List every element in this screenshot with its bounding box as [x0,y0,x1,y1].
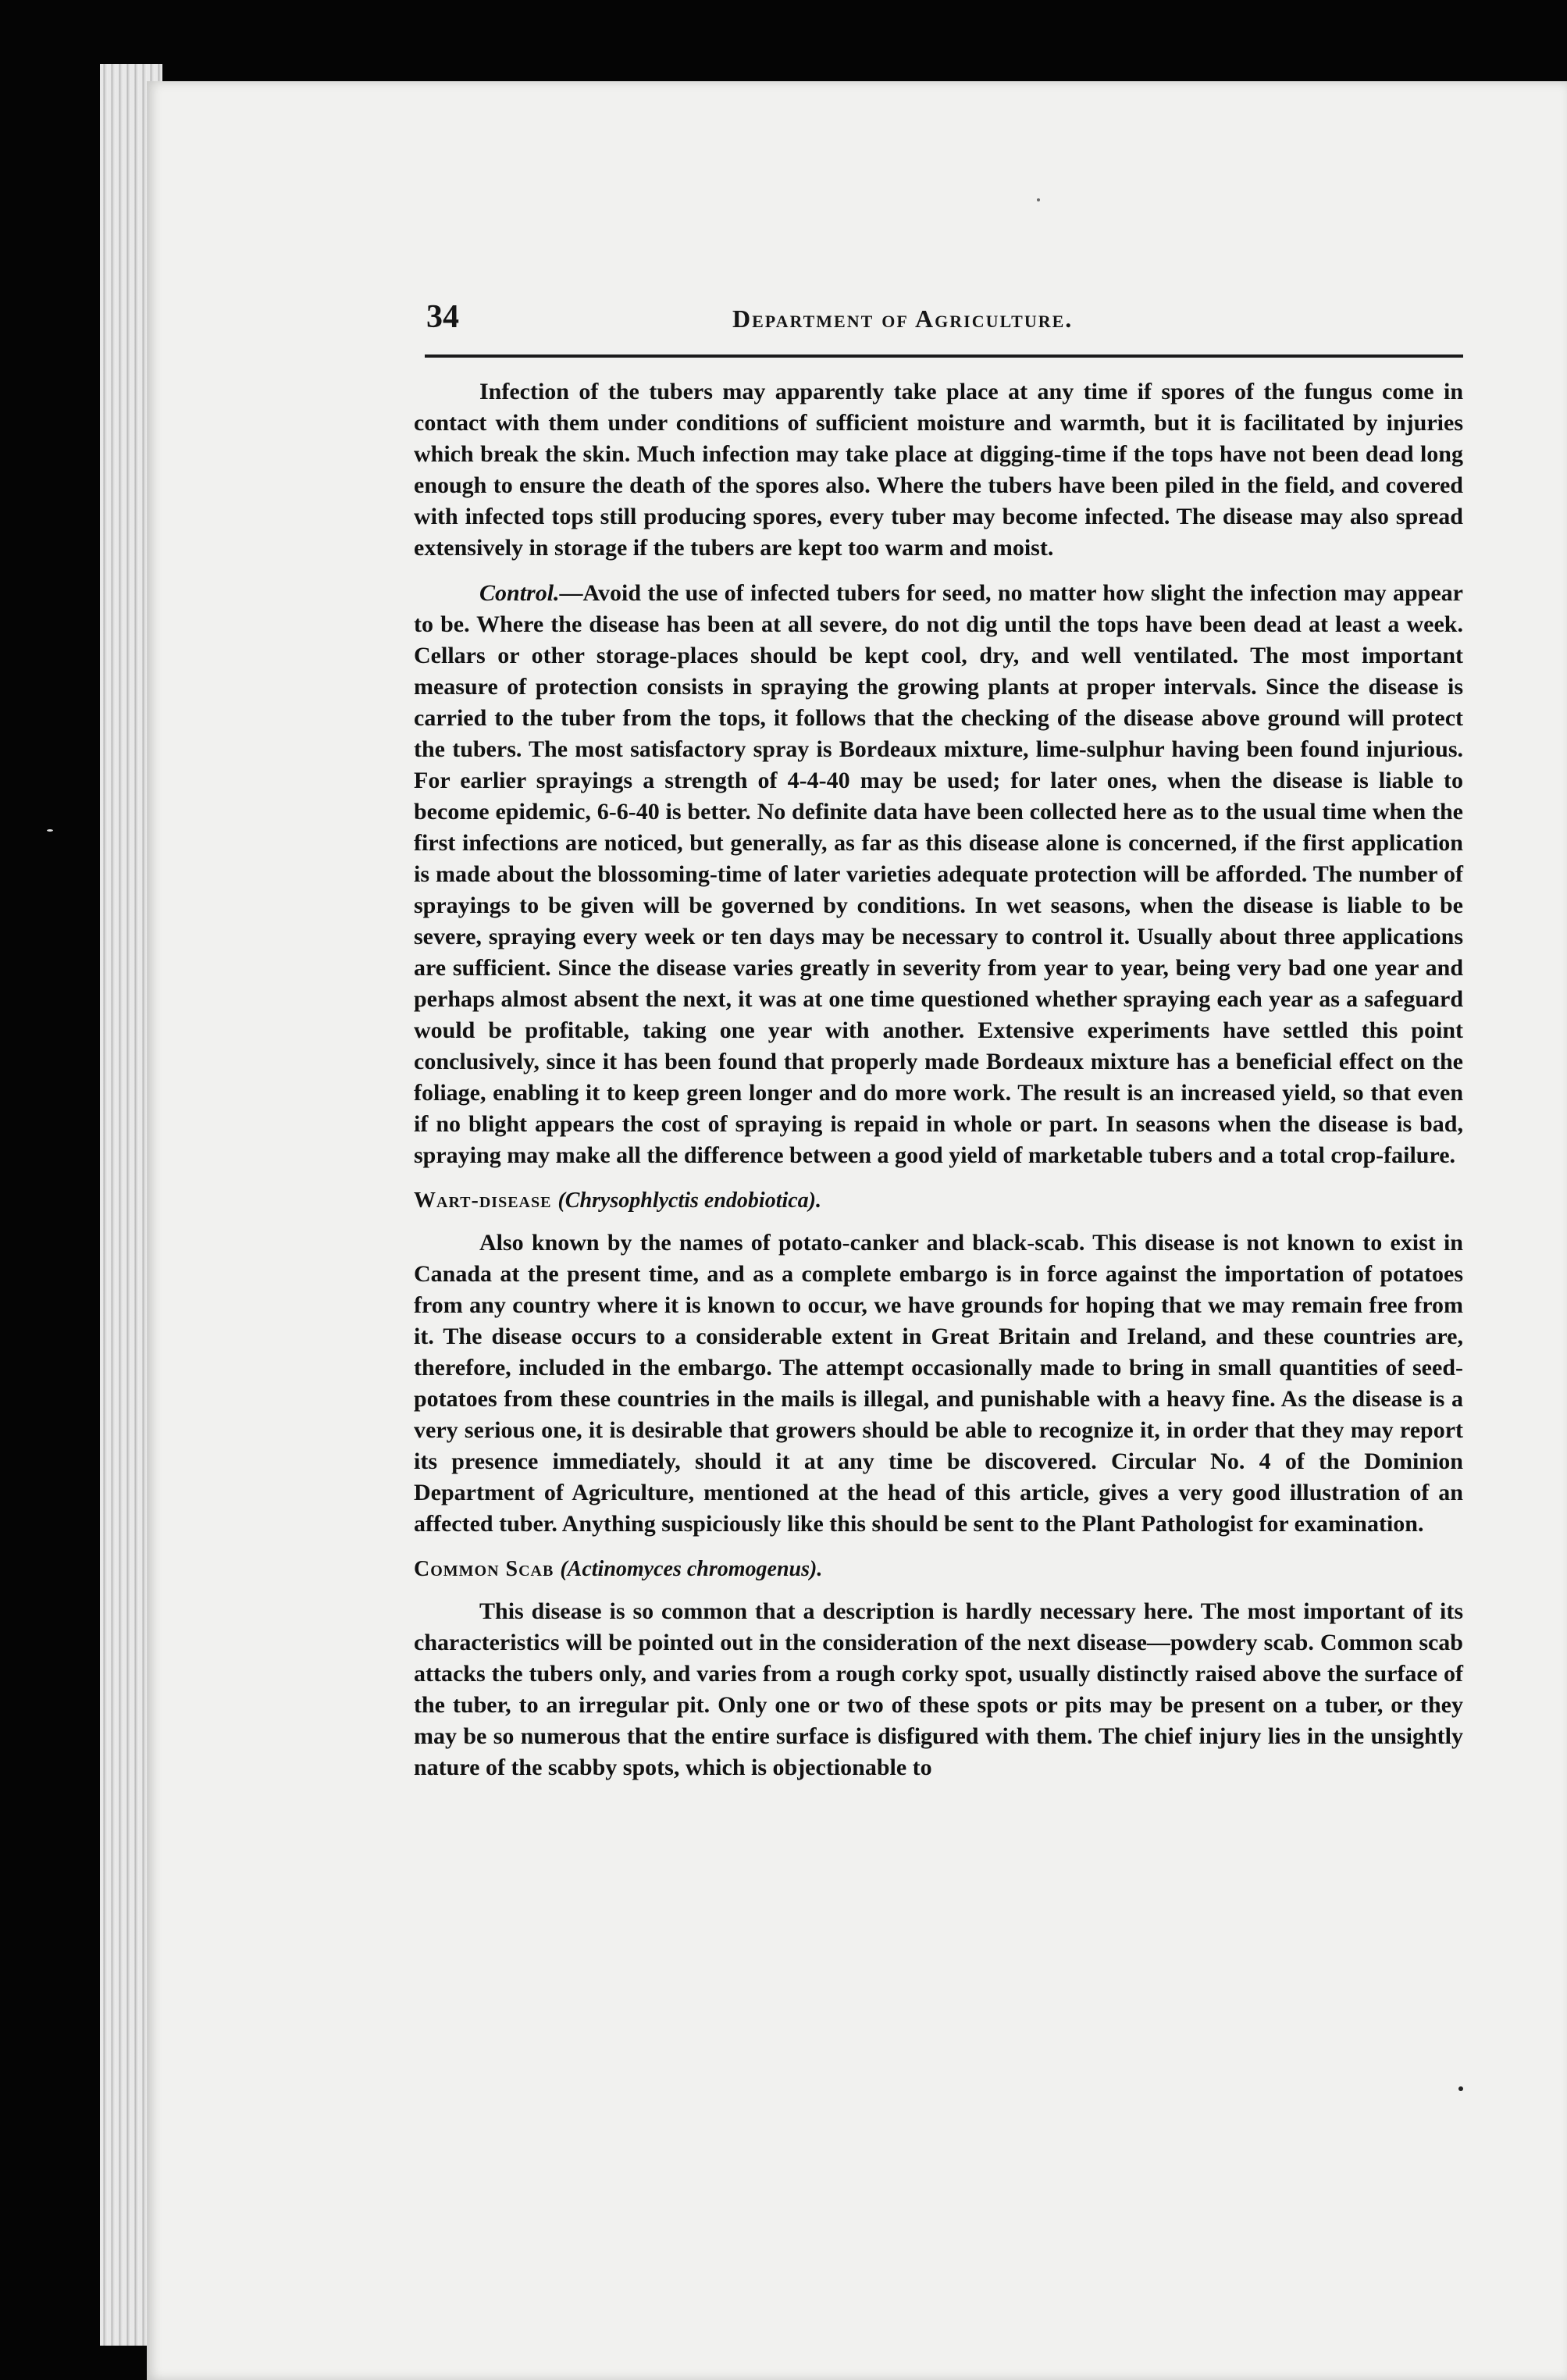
section-heading-wart-disease [414,1185,1463,1217]
section-heading-common-scab [414,1554,1463,1585]
paragraph-common-scab: This disease is so common that a description is hardly necessary here. The most important of its characteristics will be pointed out in the consideration of the next disease—powdery scab. Common scab attacks the tubers only, and varies from a rough corky spot, usually distinctly raised above the surface of the tuber, to an irregular pit. Only one or two of these spots or pits may be present on a tuber, or they may be so numerous that the entire surface is disfigured with them. The chief injury lies in the unsightly nature of the scabby spots, which is objectionable to [414,1598,1463,1780]
paragraph-control [414,578,1463,1171]
common-scab-title: Common Scab [414,1557,554,1581]
scan-speck [47,829,53,832]
page-number: 34 [426,299,459,335]
scan-speck [1037,198,1040,201]
scan-speck [1458,2086,1463,2091]
common-scab-latin-name: (Actinomyces chromogenus). [560,1557,823,1581]
page-content [414,376,1463,1797]
paragraph-wart-disease: Also known by the names of potato-canker and black-scab. This disease is not known to exist in Canada at the present time, and as a complete embargo is in force against the importation of potatoes from any country where it is known to occur, we have grounds for hoping that we may remain free from it. The disease occurs to a considerable extent in Great Britain and Ireland, and these countries are, therefore, included in the embargo. The attempt occasionally made to bring in small quantities of seed-potatoes from these countries in the mails is illegal, and punishable with a heavy fine. As the disease is a very serious one, it is desirable that growers should be able to recognize it, in order that they may report its presence immediately, should it at any time be discovered. Circular No. 4 of the Dominion Department of Agriculture, mentioned at the head of this article, gives a very good illustration of an affected tuber. Anything suspiciously like this should be sent to the Plant Pathologist for examination. [414,1230,1463,1537]
header-rule [425,355,1463,358]
control-label: Control. [479,580,560,606]
wart-disease-latin-name: (Chrysophlyctis endobiotica). [557,1188,821,1213]
page-header [426,298,1462,345]
paragraph-infection: Infection of the tubers may apparently take place at any time if spores of the fungus come in contact with them under conditions of sufficient moisture and warmth, but it is facilitated by injuries which break the skin. Much infection may take place at digging-time if the tops have not been dead long enough to ensure the death of the spores also. Where the tubers have been piled in the field, and covered with infected tops still producing spores, every tuber may become infected. The disease may also spread extensively in storage if the tubers are kept too warm and moist. [414,379,1463,561]
running-head: Department of Agriculture. [732,305,1074,333]
wart-disease-title: Wart-disease [414,1188,552,1213]
control-text: —Avoid the use of infected tubers for seed, no matter how slight the infection may appear to be. Where the disease has been at all severe, do not dig until the tops have been dead at least a week. Cellars or other storage-places should be kept cool, dry, and well ventilated. The most important measure of protection consists in spraying the growing plants at proper intervals. Since the disease is carried to the tuber from the tops, it follows that the checking of the disease above ground will protect the tubers. The most satisfactory spray is Bordeaux mixture, lime-sulphur having been found injurious. For earlier sprayings a strength of 4-4-40 may be used; for later ones, when the disease is liable to become epidemic, 6-6-40 is better. No definite data have been collected here as to the usual time when the first infections are noticed, but generally, as far as this disease alone is concerned, if the first application is made about the blossoming-time of later varieties adequate protection will be afforded. The number of sprayings to be given will be governed by conditions. In wet seasons, when the disease is liable to be severe, spraying every week or ten days may be necessary to control it. Usually about three applications are sufficient. Since the disease varies greatly in severity from year to year, being very bad one year and perhaps almost absent the next, it was at one time questioned whether spraying each year as a safeguard would be profitable, taking one year with another. Extensive experiments have settled this point conclusively, since it has been found that properly made Bordeaux mixture has a beneficial effect on the foliage, enabling it to keep green longer and do more work. The result is an increased yield, so that even if no blight appears the cost of spraying is repaid in whole or part. In seasons when the disease is bad, spraying may make all the difference between a good yield of marketable tubers and a total crop-failure. [414,580,1463,1168]
